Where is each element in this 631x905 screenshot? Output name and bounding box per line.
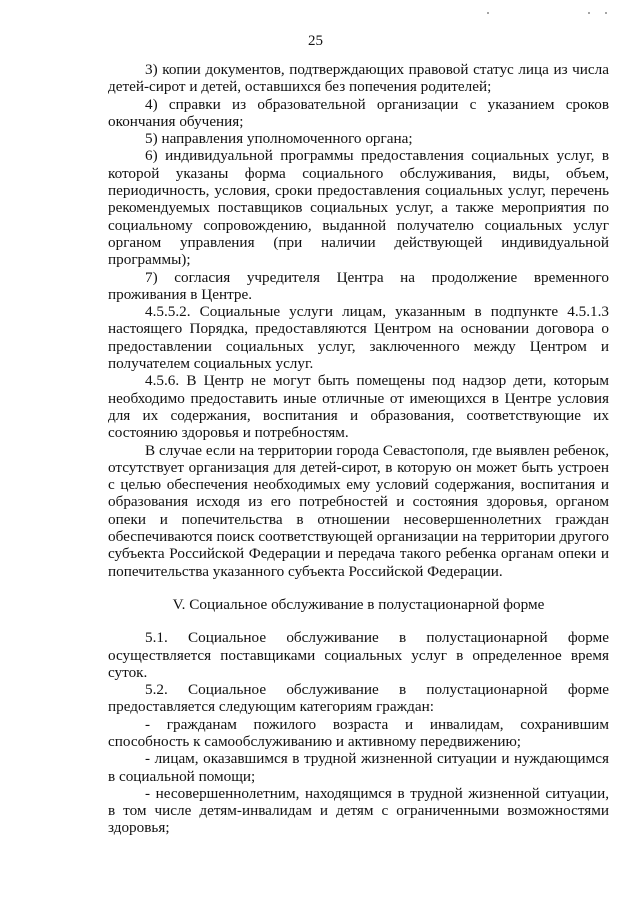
paragraph-5-1: 5.1. Социальное обслуживание в полустационарной форме осуществляется поставщиками социальных услуг в определенное время суток.: [108, 629, 609, 681]
paragraph-item-6: 6) индивидуальной программы предоставления социальных услуг, в которой указаны форма социального обслуживания, виды, объем, периодичность, условия, сроки предоставления социальных услуг, перечень рекомендуемых поставщиков социальных услуг, а также мероприятия по социальному сопровождению, выданной получателю социальных услуг органом управления (при наличии действующей индивидуальной программы);: [108, 147, 609, 269]
section-heading: V. Социальное обслуживание в полустационарной форме: [172, 595, 545, 613]
page-number: 25: [308, 33, 323, 49]
paragraph-item-3: 3) копии документов, подтверждающих правовой статус лица из числа детей-сирот и детей, оставшихся без попечения родителей;: [108, 61, 609, 96]
paragraph-item-5: 5) направления уполномоченного органа;: [145, 130, 413, 148]
paragraph-item-4: 4) справки из образовательной организации с указанием сроков окончания обучения;: [108, 95, 609, 130]
scan-dot: [487, 12, 489, 14]
paragraph-item-7: 7) согласия учредителя Центра на продолжение временного проживания в Центре.: [108, 268, 609, 303]
paragraph-5-2: 5.2. Социальное обслуживание в полустационарной форме предоставляется следующим категориям граждан:: [108, 681, 609, 716]
scan-dot: [588, 12, 590, 14]
paragraph-4-5-5-2: 4.5.5.2. Социальные услуги лицам, указанным в подпункте 4.5.1.3 настоящего Порядка, предоставляются Центром на основании договора о предоставлении социальных услуг, заключенного между Центром и получателем социальных услуг.: [108, 303, 609, 373]
document-body: [108, 61, 609, 837]
list-item: - лицам, оказавшимся в трудной жизненной ситуации и нуждающимся в социальной помощи;: [108, 750, 609, 785]
list-item: - гражданам пожилого возраста и инвалидам, сохранившим способность к самообслуживанию и активному передвижению;: [108, 715, 609, 750]
list-item: - несовершеннолетним, находящимся в трудной жизненной ситуации, в том числе детям-инвалидам и детям с ограниченными возможностями здоровья;: [108, 784, 609, 837]
paragraph-sevastopol: В случае если на территории города Севастополя, где выявлен ребенок, отсутствует организация для детей-сирот, в которую он может быть устроен с целью обеспечения необходимых ему условий содержания, воспитания и образования исходя из его потребностей и состояния здоровья, органом опеки и попечительства в отношении несовершеннолетних граждан обеспечиваются поиск соответствующей организации на территории другого субъекта Российской Федерации и передача такого ребенка органам опеки и попечительства указанного субъекта Российской Федерации.: [108, 441, 609, 580]
scan-dot: [605, 12, 607, 14]
paragraph-4-5-6: 4.5.6. В Центр не могут быть помещены под надзор дети, которым необходимо предоставить иные отличные от имеющихся в Центре условия для их содержания, воспитания и образования, соответствующие их состоянию здоровья и потребностям.: [108, 372, 609, 442]
